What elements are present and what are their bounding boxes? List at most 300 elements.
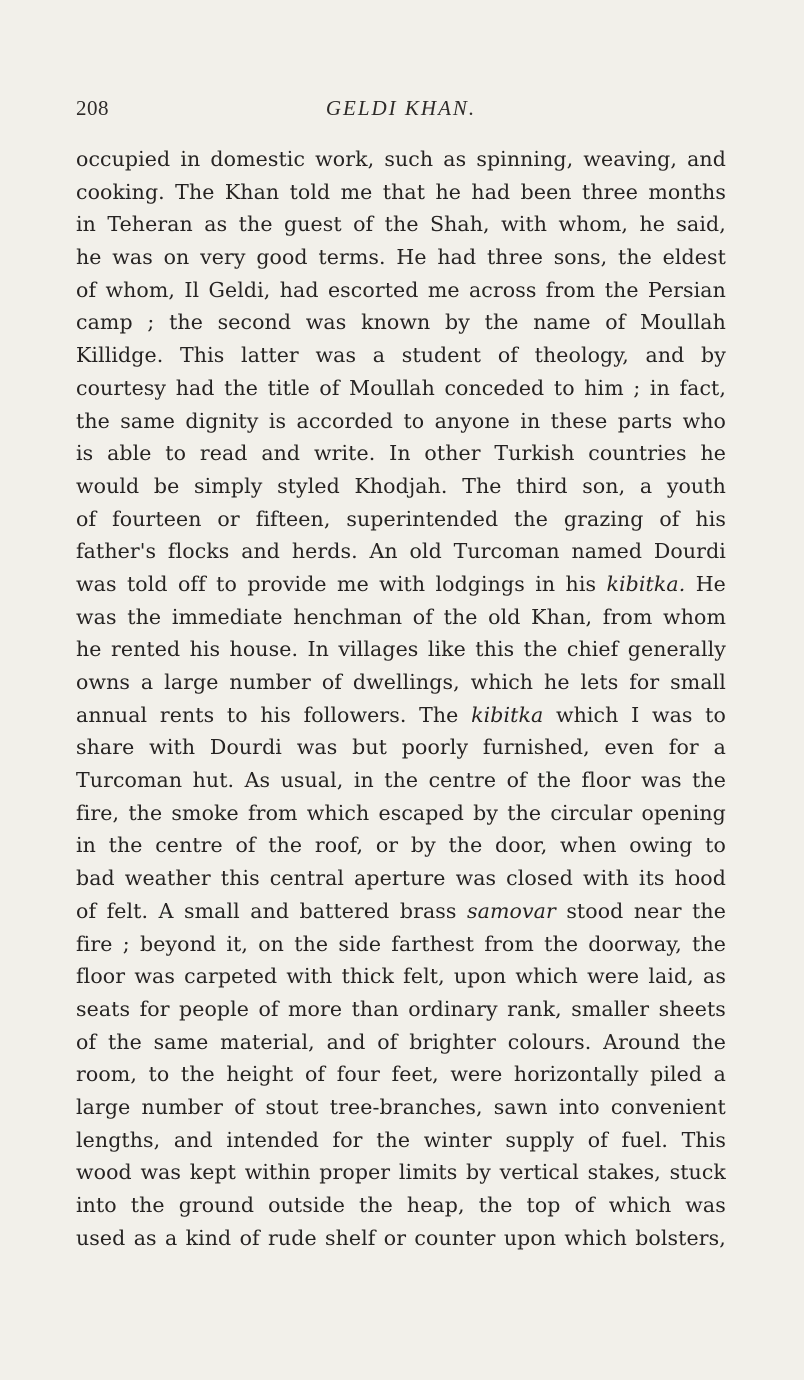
- word: styled: [277, 473, 340, 498]
- word: was: [455, 866, 497, 891]
- word: of: [659, 506, 680, 531]
- word: furnished,: [482, 735, 590, 760]
- word: even: [604, 735, 654, 760]
- word: of: [76, 898, 97, 923]
- word: A: [158, 898, 174, 923]
- word: were: [587, 964, 640, 989]
- word: been: [520, 179, 572, 204]
- word: told: [126, 571, 168, 596]
- word: was: [76, 571, 117, 596]
- word: Dourdi: [653, 539, 726, 564]
- word: the: [130, 1193, 165, 1217]
- word: by: [445, 310, 470, 335]
- word: in: [520, 408, 541, 433]
- word: In: [307, 637, 329, 662]
- word: named: [571, 539, 643, 564]
- word: provide: [247, 571, 327, 596]
- word: ;: [633, 375, 641, 400]
- word: fact,: [679, 375, 726, 400]
- word: the: [169, 310, 203, 335]
- word: of: [239, 1225, 260, 1250]
- word: of: [258, 996, 279, 1021]
- word: the: [478, 1193, 513, 1217]
- word: on: [258, 931, 284, 956]
- text-line: [76, 1189, 726, 1222]
- word: which: [555, 702, 619, 727]
- word: stout: [265, 1094, 319, 1119]
- text-line: [76, 829, 726, 862]
- word: ground: [178, 1193, 255, 1217]
- word: his: [260, 702, 291, 727]
- text-line: [76, 241, 726, 274]
- word: on: [163, 245, 190, 270]
- word: lets: [580, 670, 619, 694]
- word: in: [649, 375, 670, 400]
- word: as: [703, 964, 726, 989]
- word: of: [235, 833, 256, 858]
- text-line: [76, 764, 726, 797]
- word: would: [76, 473, 140, 498]
- word: smoke: [171, 800, 239, 825]
- text-line: [76, 1058, 726, 1091]
- word: supply: [505, 1127, 575, 1152]
- word: was: [651, 702, 693, 727]
- word: fourteen: [112, 506, 202, 531]
- text-line: [76, 339, 726, 372]
- word: title: [267, 375, 310, 400]
- word: to: [705, 702, 726, 727]
- word: a: [639, 473, 653, 498]
- word: he: [639, 212, 665, 237]
- word: the: [523, 637, 558, 662]
- word: that: [382, 179, 426, 204]
- word: rented: [110, 637, 181, 662]
- word: with: [501, 212, 548, 237]
- running-head: [76, 96, 726, 126]
- word: central: [269, 866, 345, 891]
- text-line: [76, 568, 726, 601]
- word: of: [76, 1029, 97, 1054]
- word: for: [668, 735, 699, 760]
- running-title: GELDI KHAN.: [325, 96, 477, 120]
- word: He: [695, 571, 726, 596]
- word: henchman: [293, 604, 403, 629]
- text-line: [76, 470, 726, 503]
- word: said,: [676, 212, 726, 237]
- word: of: [497, 343, 518, 368]
- word: lengths,: [76, 1127, 161, 1152]
- word: hood: [674, 866, 726, 891]
- word: beyond: [140, 931, 217, 956]
- word: courtesy: [76, 375, 167, 400]
- word: when: [560, 833, 617, 858]
- word: the: [238, 212, 273, 237]
- word: whom,: [558, 212, 629, 237]
- word: he: [700, 441, 726, 466]
- word: simply: [194, 473, 263, 498]
- word: door,: [494, 833, 548, 858]
- word: this: [220, 866, 260, 891]
- word: was: [76, 604, 117, 629]
- word: me: [340, 179, 373, 204]
- word: which: [608, 1193, 672, 1217]
- word: brighter: [409, 1029, 496, 1054]
- word: to: [216, 571, 237, 596]
- word: was: [296, 735, 338, 760]
- word: old: [409, 539, 442, 564]
- text-line: [76, 208, 726, 241]
- word: his: [565, 571, 597, 596]
- word: the: [128, 800, 163, 825]
- word: used: [76, 1225, 126, 1250]
- word: off: [177, 571, 206, 596]
- word: roof,: [314, 833, 364, 858]
- word: annual: [76, 702, 148, 727]
- word: me: [427, 277, 460, 302]
- word: a: [713, 1062, 726, 1087]
- word: poorly: [401, 735, 469, 760]
- word: hut.: [192, 768, 235, 793]
- body-text: [76, 143, 726, 1254]
- word: third: [516, 473, 568, 498]
- word: In: [389, 441, 411, 466]
- word: the: [358, 1193, 393, 1217]
- word: of: [377, 1029, 398, 1054]
- word: centre: [155, 833, 223, 858]
- word: sons,: [553, 245, 608, 270]
- word: he: [435, 179, 462, 204]
- word: latter: [241, 343, 299, 368]
- word: upon: [453, 964, 507, 989]
- word: the: [604, 277, 639, 302]
- word: had: [175, 375, 215, 400]
- word: the: [76, 408, 110, 433]
- word: be: [153, 473, 180, 498]
- word: than: [351, 996, 399, 1021]
- word: Il: [184, 277, 200, 302]
- word: with: [379, 571, 426, 596]
- word: as: [204, 212, 228, 237]
- word: the: [384, 768, 419, 793]
- word: large: [164, 670, 219, 694]
- word: Killidge.: [76, 343, 164, 368]
- text-line: [76, 143, 726, 176]
- word: the: [180, 1062, 215, 1087]
- word: its: [638, 866, 665, 891]
- word: circular: [550, 800, 633, 825]
- word: able: [107, 441, 152, 466]
- word: to: [165, 441, 187, 466]
- word: Shah,: [429, 212, 490, 237]
- word: felt,: [403, 964, 445, 989]
- word: grazing: [563, 506, 644, 531]
- word: in: [535, 571, 556, 596]
- word: which: [470, 670, 534, 694]
- word: share: [76, 735, 135, 760]
- word: the: [127, 604, 162, 629]
- word: piled: [650, 1062, 703, 1087]
- word: his: [695, 506, 726, 531]
- word: immediate: [171, 604, 283, 629]
- text-line: [76, 1026, 726, 1059]
- word: followers.: [303, 702, 407, 727]
- word: the: [537, 768, 572, 793]
- word: a: [164, 1225, 178, 1250]
- word: as: [443, 147, 467, 171]
- word: accorded: [296, 408, 394, 433]
- text-line: [76, 503, 726, 536]
- word: rents: [159, 702, 215, 727]
- text-line: [76, 1091, 726, 1124]
- word: number: [141, 1094, 224, 1119]
- word: Khan: [224, 179, 280, 204]
- word: the: [443, 604, 478, 629]
- word: chief: [566, 637, 619, 662]
- word: He: [396, 245, 427, 270]
- word: number: [229, 670, 311, 694]
- word: guest: [283, 212, 342, 237]
- word: felt.: [106, 898, 149, 923]
- word: the: [107, 1029, 142, 1054]
- word: stakes,: [587, 1160, 661, 1185]
- word: the: [692, 898, 726, 923]
- word: across: [468, 277, 537, 302]
- word: name: [533, 310, 591, 335]
- word: was: [112, 245, 153, 270]
- word: samovar: [467, 898, 556, 923]
- word: centre: [428, 768, 497, 793]
- word: was: [641, 768, 682, 793]
- word: anyone: [434, 408, 510, 433]
- word: camp: [76, 310, 133, 335]
- word: Moullah: [349, 375, 435, 400]
- word: Dourdi: [209, 735, 282, 760]
- word: write.: [313, 441, 376, 466]
- page-number: 208: [76, 96, 109, 120]
- word: and: [241, 539, 281, 564]
- word: weather: [124, 866, 211, 891]
- word: kind: [185, 1225, 232, 1250]
- word: colours.: [507, 1029, 592, 1054]
- word: owns: [76, 670, 131, 694]
- word: As: [244, 768, 271, 793]
- word: rude: [268, 1225, 317, 1250]
- word: kibitka: [471, 702, 544, 727]
- word: from: [545, 277, 596, 302]
- word: old: [488, 604, 521, 629]
- word: proper: [319, 1160, 391, 1185]
- word: Geldi,: [208, 277, 271, 302]
- word: second: [217, 310, 292, 335]
- word: of: [605, 310, 626, 335]
- word: usual,: [280, 768, 344, 793]
- word: brass: [399, 898, 457, 923]
- word: Around: [603, 1029, 681, 1054]
- word: three: [486, 245, 543, 270]
- word: is: [268, 408, 287, 433]
- text-line: [76, 633, 726, 666]
- word: ;: [147, 310, 155, 335]
- word: limits: [398, 1160, 458, 1185]
- word: he: [76, 637, 102, 662]
- word: superintended: [346, 506, 499, 531]
- word: which: [564, 1225, 627, 1250]
- word: the: [618, 245, 652, 270]
- word: was: [140, 1160, 182, 1185]
- word: the: [507, 800, 542, 825]
- word: the: [484, 310, 519, 335]
- word: in: [76, 833, 96, 858]
- word: people: [179, 996, 250, 1021]
- word: The: [175, 179, 215, 204]
- text-line: [76, 1222, 726, 1255]
- word: kept: [189, 1160, 237, 1185]
- word: of: [76, 277, 97, 302]
- word: and: [645, 343, 685, 368]
- word: upon: [503, 1225, 557, 1250]
- word: occupied: [76, 147, 171, 171]
- word: by: [701, 343, 726, 368]
- word: by: [473, 800, 499, 825]
- text-line: [76, 797, 726, 830]
- word: such: [384, 147, 434, 171]
- word: Khodjah.: [354, 473, 448, 498]
- word: of: [76, 506, 97, 531]
- word: youth: [666, 473, 726, 498]
- word: to: [226, 702, 248, 727]
- word: these: [550, 408, 608, 433]
- word: The: [462, 473, 502, 498]
- word: into: [76, 1193, 117, 1217]
- word: is: [76, 441, 94, 466]
- word: in: [180, 147, 201, 171]
- text-line: [76, 1156, 726, 1189]
- word: The: [419, 702, 459, 727]
- word: floor: [581, 768, 631, 793]
- word: dwellings,: [352, 670, 460, 694]
- word: herds.: [291, 539, 358, 564]
- word: whom,: [105, 277, 176, 302]
- word: and: [687, 147, 726, 171]
- word: ordinary: [408, 996, 498, 1021]
- word: whom: [663, 604, 726, 629]
- word: weaving,: [583, 147, 678, 171]
- word: small: [183, 898, 240, 923]
- word: within: [244, 1160, 311, 1185]
- word: owing: [629, 833, 693, 858]
- word: from: [602, 604, 653, 629]
- word: read: [199, 441, 248, 466]
- word: house.: [229, 637, 299, 662]
- word: near: [633, 898, 682, 923]
- word: farthest: [391, 931, 475, 956]
- word: same: [120, 408, 175, 433]
- word: feet,: [391, 1062, 439, 1087]
- word: of: [234, 1094, 255, 1119]
- word: parts: [617, 408, 673, 433]
- word: Teheran: [107, 212, 193, 237]
- word: the: [544, 931, 579, 956]
- word: domestic: [210, 147, 306, 171]
- word: sawn: [493, 1094, 548, 1119]
- word: was: [315, 343, 357, 368]
- text-line: [76, 666, 726, 699]
- word: of: [353, 212, 374, 237]
- word: four: [336, 1062, 381, 1087]
- word: months: [648, 179, 726, 204]
- word: the: [294, 931, 329, 956]
- word: aperture: [354, 866, 446, 891]
- word: vertical: [499, 1160, 579, 1185]
- word: a: [713, 735, 726, 760]
- word: known: [361, 310, 431, 335]
- text-line: [76, 176, 726, 209]
- word: work,: [315, 147, 375, 171]
- word: like: [427, 637, 466, 662]
- text-line: [76, 601, 726, 634]
- word: I: [631, 702, 640, 727]
- word: ;: [122, 931, 130, 956]
- word: escaped: [378, 800, 464, 825]
- word: heap,: [406, 1193, 465, 1217]
- word: smaller: [571, 996, 650, 1021]
- word: An: [369, 539, 398, 564]
- word: stuck: [669, 1160, 726, 1185]
- word: room,: [76, 1062, 137, 1087]
- word: fire: [76, 931, 113, 956]
- word: countries: [588, 441, 687, 466]
- word: of: [587, 1127, 608, 1152]
- word: of: [506, 768, 527, 793]
- word: who: [682, 408, 726, 433]
- word: or: [217, 506, 240, 531]
- word: student: [401, 343, 482, 368]
- word: of: [412, 604, 433, 629]
- word: son,: [582, 473, 626, 498]
- word: the: [692, 931, 726, 956]
- word: terms.: [318, 245, 386, 270]
- word: flocks: [167, 539, 230, 564]
- text-line: [76, 437, 726, 470]
- word: had: [279, 277, 319, 302]
- word: in: [76, 212, 96, 237]
- word: the: [268, 833, 303, 858]
- word: for: [332, 1127, 363, 1152]
- word: had: [437, 245, 477, 270]
- text-line: [76, 372, 726, 405]
- word: closed: [506, 866, 573, 891]
- word: into: [558, 1094, 600, 1119]
- word: of: [319, 375, 340, 400]
- word: was: [305, 310, 347, 335]
- word: other: [424, 441, 481, 466]
- word: which: [306, 800, 370, 825]
- word: material,: [220, 1029, 315, 1054]
- word: sheets: [658, 996, 726, 1021]
- word: and: [326, 1029, 366, 1054]
- word: three: [582, 179, 639, 204]
- text-line: [76, 306, 726, 339]
- word: good: [256, 245, 308, 270]
- text-line: [76, 928, 726, 961]
- word: escorted: [327, 277, 419, 302]
- word: a: [372, 343, 386, 368]
- word: conceded: [444, 375, 545, 400]
- word: but: [352, 735, 387, 760]
- word: large: [76, 1094, 131, 1119]
- word: in: [353, 768, 374, 793]
- word: fifteen,: [255, 506, 331, 531]
